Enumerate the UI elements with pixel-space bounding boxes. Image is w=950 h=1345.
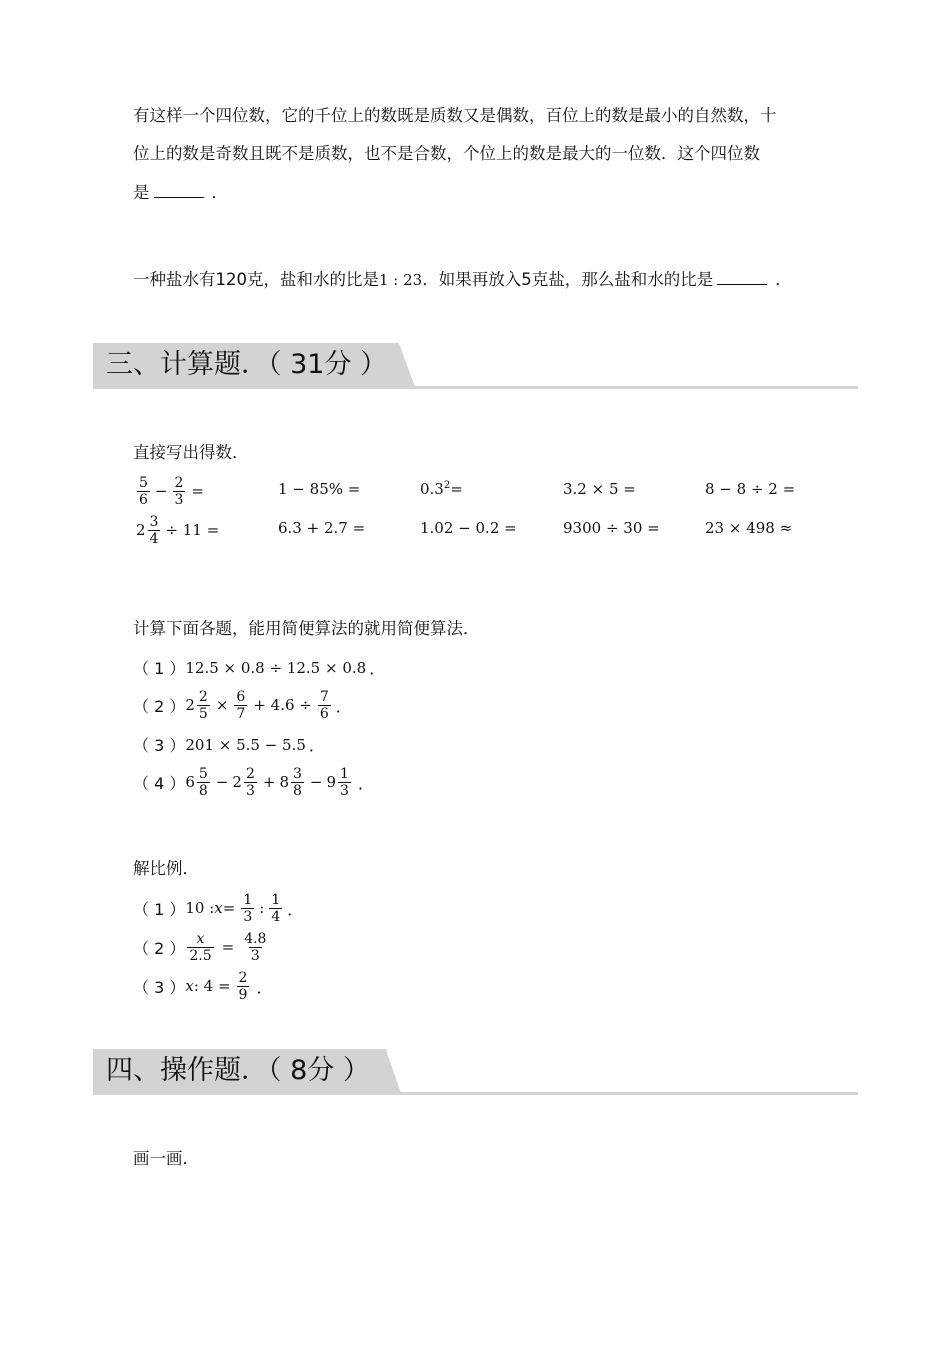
simplify-item-2: （ 2 ） 2 $\frac{2}{5}$ × $\frac{6}{7}$ + 4.6 ÷ $\frac{7}{6}$ ． xyxy=(133,688,352,722)
direct-r2-c1: 2 $\frac{3}{4}$ ÷ 11 = xyxy=(136,513,220,547)
salt-ratio: 1 : 23 xyxy=(379,271,423,289)
simplify-title: 计算下面各题，能用简便算法的就用简便算法． xyxy=(133,619,480,638)
direct-r1-c1: $\frac{5}{6}$ − $\frac{2}{3}$ = xyxy=(139,474,204,508)
fraction: $\frac{5}{6}$ xyxy=(139,474,148,508)
section-header-calculation xyxy=(93,343,858,387)
simplify-item-1: （ 1 ） 12.5 × 0.8 ÷ 12.5 × 0.8 ． xyxy=(133,658,386,678)
draw-title: 画一画． xyxy=(133,1149,199,1168)
fraction: $\frac{2}{3}$ xyxy=(245,765,255,799)
direct-r1-c4: 3.2 × 5 = xyxy=(563,480,636,498)
salt-suffix: ． xyxy=(775,270,792,289)
fraction: $\frac{4.8}{3}$ xyxy=(244,930,267,964)
direct-r2-c3: 1.02 − 0.2 = xyxy=(420,519,517,537)
fraction: $\frac{2}{5}$ xyxy=(198,688,208,722)
proportion-item-2: （ 2 ） $\frac{x}{2.5}$ = $\frac{4.8}{3}$ xyxy=(133,930,267,964)
fraction: $\frac{1}{3}$ xyxy=(243,891,253,925)
question-four-digit-line1: 有这样一个四位数，它的千位上的数既是质数又是偶数，百位上的数是最小的自然数，十 xyxy=(133,106,777,125)
fraction: $\frac{1}{4}$ xyxy=(271,891,281,925)
answer-blank[interactable] xyxy=(717,270,767,285)
fraction: $\frac{1}{3}$ xyxy=(340,765,349,799)
direct-r2-c5: 23 × 498 ≈ xyxy=(705,519,793,537)
simplify-item-4: （ 4 ） 6 $\frac{5}{8}$ − 2 $\frac{2}{3}$ + 8 $\frac{3}{8}$ − 9 $\frac{1}{3}$ ． xyxy=(133,765,374,799)
direct-compute-title: 直接写出得数． xyxy=(133,443,249,462)
answer-blank[interactable] xyxy=(154,183,204,198)
fraction: $\frac{3}{8}$ xyxy=(293,765,302,799)
section-title: 三、计算题．（ 31分 ） xyxy=(106,349,388,380)
direct-r2-c2: 6.3 + 2.7 = xyxy=(278,519,366,537)
question-four-digit-line2: 位上的数是奇数且既不是质数，也不是合数，个位上的数是最大的一位数．这个四位数 xyxy=(133,144,760,163)
fraction: $\frac{6}{7}$ xyxy=(236,688,246,722)
proportion-item-1: （ 1 ） 10 : x = $\frac{1}{3}$ : $\frac{1}{4}$ ． xyxy=(133,891,304,925)
salt-prefix: 一种盐水有120克，盐和水的比是 xyxy=(133,270,379,289)
fraction: $\frac{x}{2.5}$ xyxy=(189,930,212,964)
line3-suffix: ． xyxy=(211,183,228,202)
fraction: $\frac{2}{3}$ xyxy=(174,474,184,508)
direct-r1-c2: 1 − 85% = xyxy=(278,480,361,498)
line3-prefix: 是 xyxy=(133,183,150,202)
fraction: $\frac{5}{8}$ xyxy=(198,765,208,799)
simplify-item-3: （ 3 ） 201 × 5.5 − 5.5 ． xyxy=(133,735,325,755)
question-four-digit-line3 xyxy=(133,182,228,204)
section-header-operation xyxy=(93,1049,858,1093)
salt-middle: ．如果再放入5克盐，那么盐和水的比是 xyxy=(422,270,714,289)
proportion-title: 解比例． xyxy=(133,859,199,878)
direct-r1-c5: 8 − 8 ÷ 2 = xyxy=(705,480,796,498)
direct-r1-c3: 0.3 $^2$ = xyxy=(420,479,463,498)
direct-r2-c4: 9300 ÷ 30 = xyxy=(563,519,660,537)
fraction: $\frac{2}{9}$ xyxy=(238,969,248,1003)
fraction: $\frac{7}{6}$ xyxy=(319,688,329,722)
question-salt-water xyxy=(133,269,792,291)
section-title: 四、操作题．（ 8分 ） xyxy=(106,1055,370,1086)
proportion-item-3: （ 3 ） x : 4 = $\frac{2}{9}$ ． xyxy=(133,969,273,1003)
fraction: $\frac{3}{4}$ xyxy=(149,513,159,547)
